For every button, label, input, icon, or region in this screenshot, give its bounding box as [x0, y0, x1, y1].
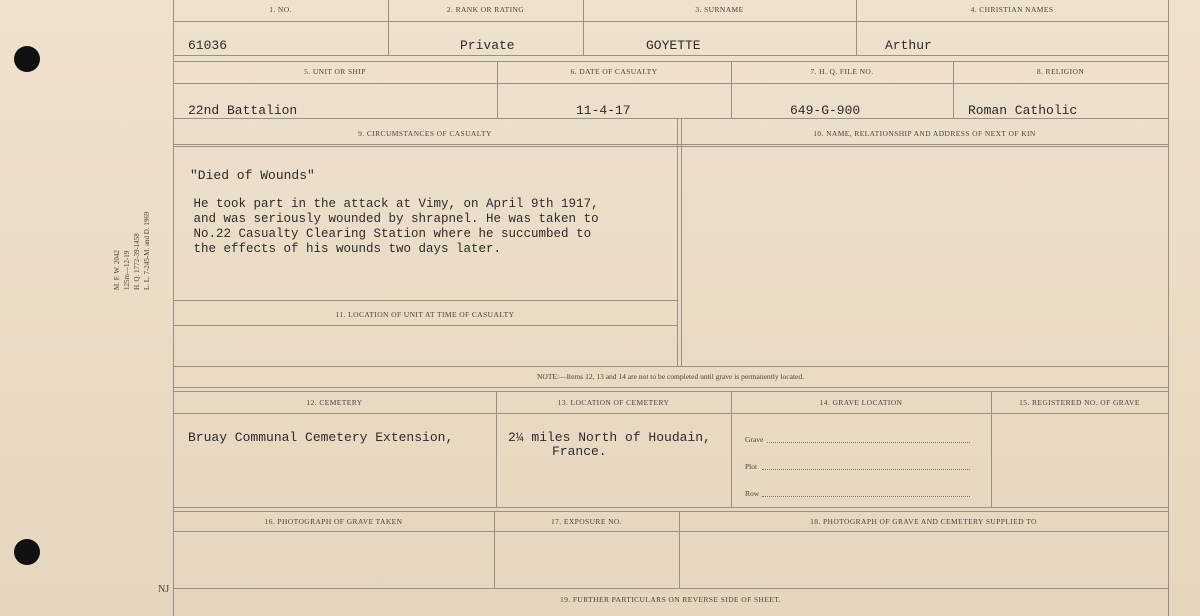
row-label: Row: [745, 489, 760, 498]
header-unit: 5. UNIT OR SHIP: [304, 67, 366, 76]
header-cemetery: 12. CEMETERY: [306, 398, 363, 407]
date-value: 11-4-17: [576, 103, 631, 118]
circumstances-title: "Died of Wounds": [190, 168, 315, 183]
side-print: [112, 212, 152, 290]
header-grave-location: 14. GRAVE LOCATION: [819, 398, 903, 407]
side-print-line: L. L. 7-245-M. and D. 1969: [143, 211, 151, 290]
header-religion: 8. RELIGION: [1036, 67, 1085, 76]
corner-mark: NJ: [158, 584, 170, 595]
hq-file-value: 649-G-900: [790, 103, 861, 118]
header-date: 6. DATE OF CASUALTY: [570, 67, 658, 76]
header-registered-no: 15. REGISTERED NO. OF GRAVE: [1019, 398, 1140, 407]
service-number: 61036: [188, 38, 228, 53]
header-location-of-unit: 11. LOCATION OF UNIT AT TIME OF CASUALTY: [335, 310, 515, 319]
header-photo-supplied: 18. PHOTOGRAPH OF GRAVE AND CEMETERY SUPPLIED TO: [810, 517, 1037, 526]
cemetery-location-line2: France.: [552, 444, 607, 459]
plot-label: Plot: [745, 462, 758, 471]
header-christian-names: 4. CHRISTIAN NAMES: [970, 5, 1054, 14]
side-print-line: 125m—12-19: [123, 250, 131, 290]
further-particulars: 19. FURTHER PARTICULARS ON REVERSE SIDE OF SHEET.: [559, 595, 781, 604]
cemetery-location-line1: 2¼ miles North of Houdain,: [508, 430, 711, 445]
note-text: NOTE:—Items 12, 13 and 14 are not to be completed until grave is permanently located.: [536, 372, 804, 381]
header-hq-file: 7. H. Q. FILE NO.: [810, 67, 874, 76]
grave-label: Grave: [745, 435, 764, 444]
punch-hole: [14, 46, 40, 72]
circumstances-body: He took part in the attack at Vimy, on April 9th 1917, and was seriously wounded by shrapnel. He was taken to No.22 Casualty Clearing Station where he succumbed to the effects of his wounds two days later.: [193, 197, 599, 256]
christian-names-value: Arthur: [885, 38, 932, 53]
religion-value: Roman Catholic: [968, 103, 1078, 118]
header-rank: 2. RANK OR RATING: [446, 5, 525, 14]
header-no: 1. NO.: [269, 5, 292, 14]
header-circumstances: 9. CIRCUMSTANCES OF CASUALTY: [358, 129, 492, 138]
header-exposure: 17. EXPOSURE NO.: [551, 517, 622, 526]
side-print-line: H. Q. 1772-39-1458: [133, 233, 141, 290]
unit-value: 22nd Battalion: [188, 103, 298, 118]
surname-value: GOYETTE: [646, 38, 701, 53]
header-photo-taken: 16. PHOTOGRAPH OF GRAVE TAKEN: [264, 517, 403, 526]
header-surname: 3. SURNAME: [695, 5, 744, 14]
rank-value: Private: [460, 38, 515, 53]
punch-hole: [14, 539, 40, 565]
cemetery-value: Bruay Communal Cemetery Extension,: [188, 430, 454, 445]
side-print-line: M. F. W. 2042: [113, 250, 121, 290]
header-next-of-kin: 10. NAME, RELATIONSHIP AND ADDRESS OF NEXT OF KIN: [813, 129, 1036, 138]
header-cemetery-location: 13. LOCATION OF CEMETERY: [557, 398, 670, 407]
